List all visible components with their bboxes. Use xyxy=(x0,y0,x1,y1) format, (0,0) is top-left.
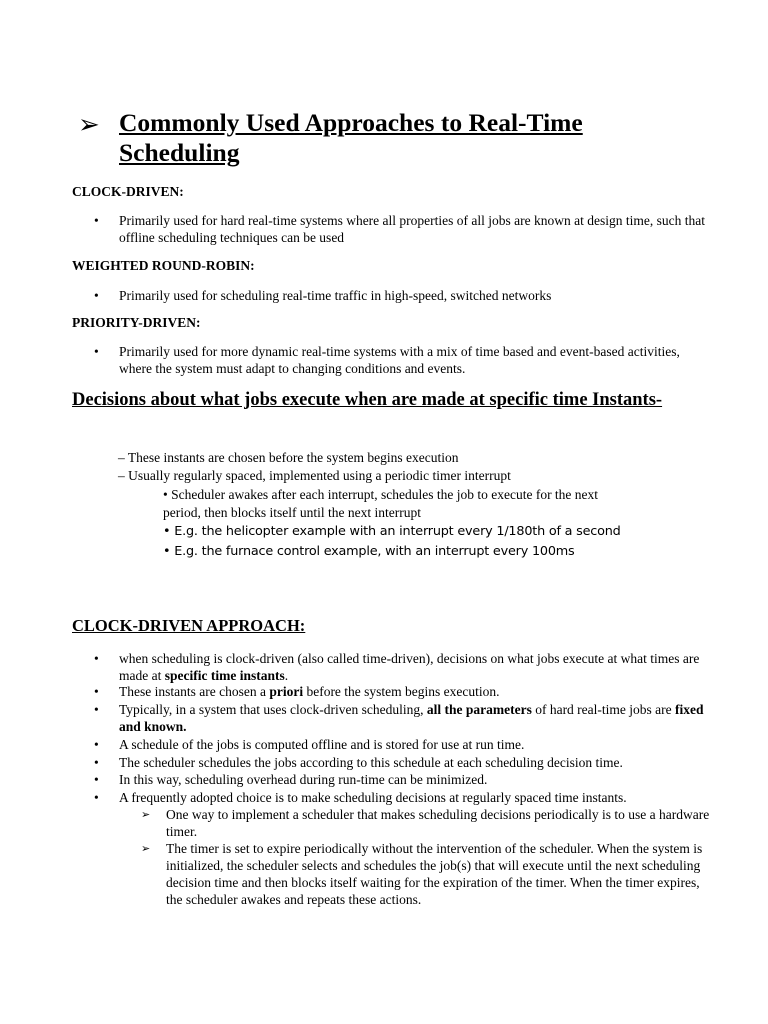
arrow-bullet-icon: ➢ xyxy=(141,842,151,855)
arrow-bullet-icon: ➢ xyxy=(141,808,151,821)
bullet-icon: • xyxy=(94,288,99,303)
sub-item: • Scheduler awakes after each interrupt, schedules the job to execute for the next xyxy=(163,487,599,502)
main-heading-title: Commonly Used Approaches to Real-Time Scheduling xyxy=(119,108,583,167)
bullet-icon: • xyxy=(94,737,99,752)
sub-item: • E.g. the helicopter example with an interrupt every 1/180th of a second xyxy=(163,524,621,539)
sub-item: • E.g. the furnace control example, with an interrupt every 100ms xyxy=(163,544,575,559)
bullet-icon: • xyxy=(94,702,99,717)
bullet-icon: • xyxy=(94,790,99,805)
section-label-clock-driven: CLOCK-DRIVEN: xyxy=(72,184,184,199)
bullet-icon: • xyxy=(94,344,99,359)
section-label-priority-driven: PRIORITY-DRIVEN: xyxy=(72,315,201,330)
arrow-bullet-icon: ➢ xyxy=(78,110,100,140)
bullet-icon: • xyxy=(94,684,99,699)
dash-item: – Usually regularly spaced, implemented using a periodic timer interrupt xyxy=(118,468,511,483)
clock-driven-approach-heading: CLOCK-DRIVEN APPROACH: xyxy=(72,616,306,635)
bullet-icon: • xyxy=(94,213,99,228)
section-label-weighted-round-robin: WEIGHTED ROUND-ROBIN: xyxy=(72,258,255,273)
bullet-icon: • xyxy=(94,772,99,787)
decisions-heading: Decisions about what jobs execute when are made at specific time Instants- xyxy=(72,390,663,410)
document-page: ➢ Commonly Used Approaches to Real-Time Scheduling CLOCK-DRIVEN: • Primarily used for hard real-time systems where all properties of all jobs are known at design time, such that offline scheduling techniques can be used WEIGHTED ROUND-ROBIN: • Primarily used for scheduling real-time traffic in high-speed, switched networks PRIORITY-DRIVEN: • Primarily used for more dynamic real-time systems with a mix of time based and event-based activities, where the system must adapt to changing conditions and events. Decisions about what jobs execute when are made at specific time Instants- – These instants are chosen before the system begins execution – Usually regularly spaced, implemented using a periodic timer interrupt • Scheduler awakes after each interrupt, schedules the job to execute for the next period, then blocks itself until the next interrupt • E.g. the helicopter example with an interrupt every 1/180th of a second • E.g. the furnace control example, with an interrupt every 100ms CLOCK-DRIVEN APPROACH: • when scheduling is clock-driven (also called time-driven), decisions on what jobs execute at what times are made at specific time instants. • These instants are chosen a priori before the system begins execution. • Typically, in a system that uses clock-driven scheduling, all the parameters of hard real-time jobs are fixed and known. • A schedule of the jobs is computed offline and is stored for use at run time. • The scheduler schedules the jobs according to this schedule at each scheduling decision time. • In this way, scheduling overhead during run-time can be minimized. • A frequently adopted choice is to make scheduling decisions at regularly spaced time instants. ➢ One way to implement a scheduler that makes scheduling decisions periodically is to use a hardware timer. ➢ The timer is set to expire periodically without the intervention of the scheduler. When the system is initialized, the scheduler selects and schedules the job(s) that will execute until the next scheduling decision time and then blocks itself waiting for the expiration of the timer. When the timer expires, the scheduler awakes and repeats these actions. xyxy=(72,108,710,907)
dash-item: – These instants are chosen before the system begins execution xyxy=(118,450,459,465)
bullet-icon: • xyxy=(94,651,99,666)
bullet-icon: • xyxy=(94,755,99,770)
sub-item: period, then blocks itself until the next interrupt xyxy=(163,505,421,520)
